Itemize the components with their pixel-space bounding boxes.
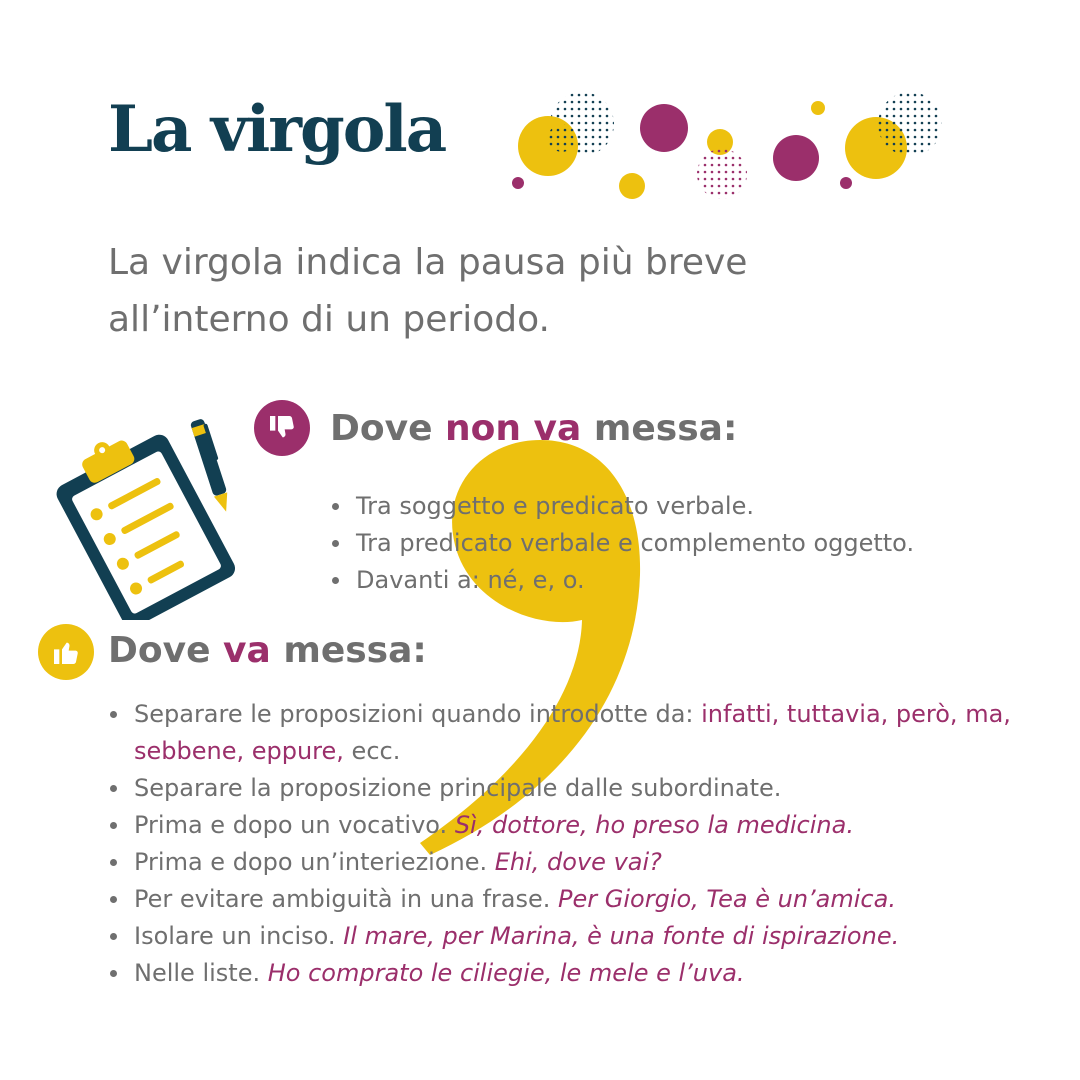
- list-item: Tra predicato verbale e complemento oggetto.: [330, 525, 914, 562]
- list-item: Per evitare ambiguità in una frase. Per Giorgio, Tea è un’amica.: [108, 881, 1028, 918]
- thumbs-up-icon: [38, 624, 94, 680]
- list-item: Prima e dopo un vocativo. Sì, dottore, ho preso la medicina.: [108, 807, 1028, 844]
- va-list: [108, 696, 1028, 992]
- va-heading: Dove va messa:: [108, 630, 427, 671]
- page-title: La virgola: [108, 92, 446, 167]
- list-item: Isolare un inciso. Il mare, per Marina, è una fonte di ispirazione.: [108, 918, 1028, 955]
- list-item: Separare la proposizione principale dalle subordinate.: [108, 770, 1028, 807]
- non-va-list: [330, 488, 914, 599]
- list-item: Prima e dopo un’interiezione. Ehi, dove vai?: [108, 844, 1028, 881]
- thumbs-down-icon: [254, 400, 310, 456]
- list-item: Tra soggetto e predicato verbale.: [330, 488, 914, 525]
- list-item: Separare le proposizioni quando introdotte da: infatti, tuttavia, però, ma, sebbene, eppure, ecc.: [108, 696, 1028, 770]
- pen-icon: [186, 410, 236, 520]
- intro-text: La virgola indica la pausa più breve all’interno di un periodo.: [108, 242, 748, 340]
- decorative-dots: [500, 86, 960, 206]
- non-va-heading: Dove non va messa:: [330, 408, 738, 449]
- list-item: Nelle liste. Ho comprato le ciliegie, le mele e l’uva.: [108, 955, 1028, 992]
- list-item: Davanti a: né, e, o.: [330, 562, 914, 599]
